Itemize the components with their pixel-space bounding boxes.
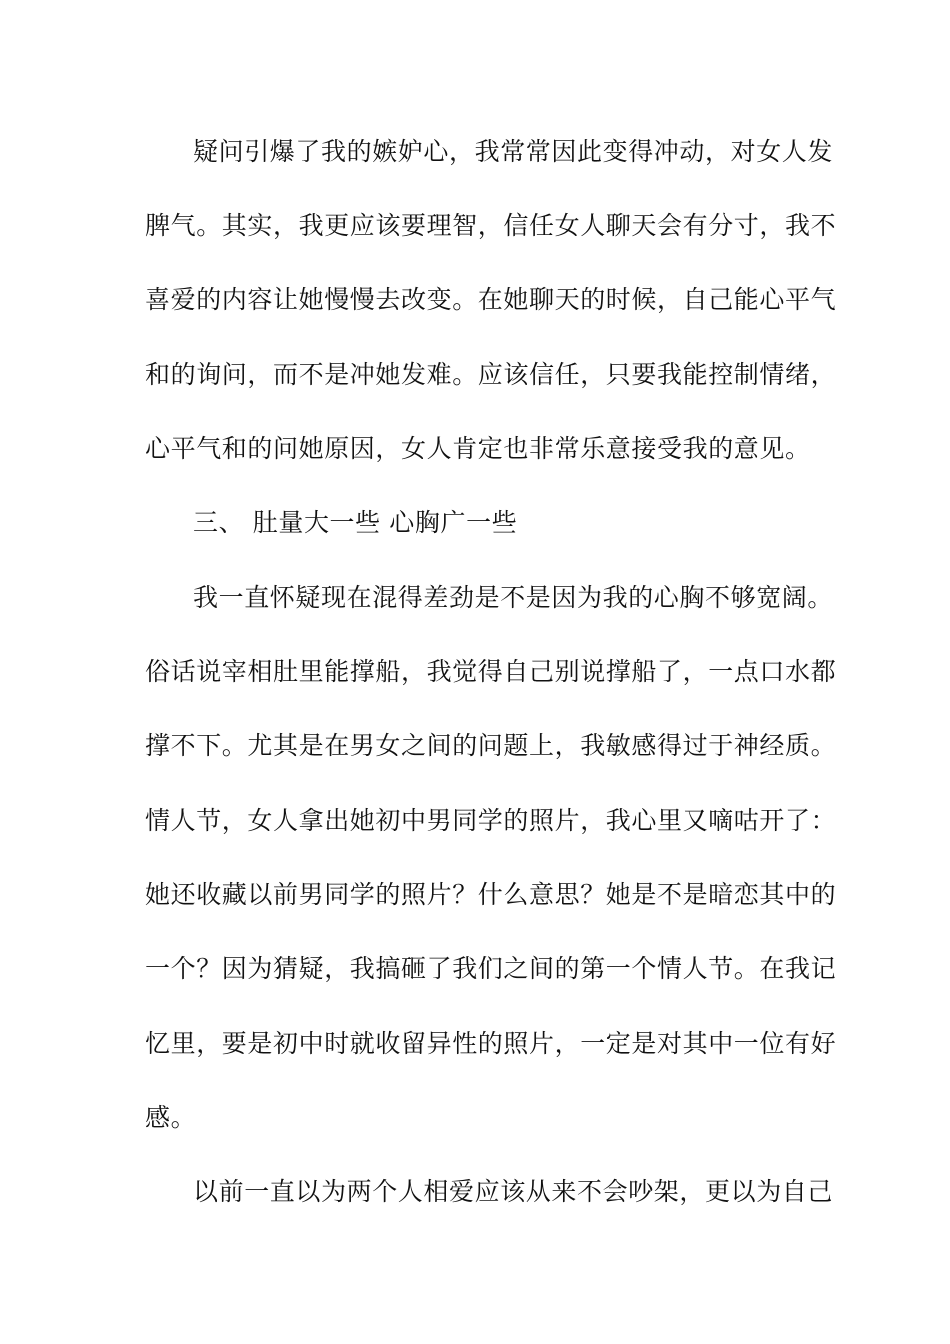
paragraph-line-3: 喜爱的内容让她慢慢去改变。在她聊天的时候，自己能心平气: [145, 285, 837, 314]
paragraph-line-2: 脾气。其实，我更应该要理智，信任女人聊天会有分寸，我不: [145, 211, 837, 240]
paragraph-line-6: 我一直怀疑现在混得差劲是不是因为我的心胸不够宽阔。: [193, 583, 834, 612]
paragraph-line-8: 撑不下。尤其是在男女之间的问题上，我敏感得过于神经质。: [145, 731, 837, 760]
paragraph-line-14: 以前一直以为两个人相爱应该从来不会吵架，更以为自己: [193, 1177, 834, 1206]
paragraph-line-10: 她还收藏以前男同学的照片？什么意思？她是不是暗恋其中的: [145, 880, 837, 909]
paragraph-line-12: 忆里，要是初中时就收留异性的照片，一定是对其中一位有好: [145, 1029, 837, 1058]
paragraph-line-13: 感。: [145, 1103, 197, 1132]
paragraph-line-1: 疑问引爆了我的嫉妒心，我常常因此变得冲动，对女人发: [193, 137, 834, 166]
paragraph-line-4: 和的询问，而不是冲她发难。应该信任，只要我能控制情绪，: [145, 360, 837, 389]
paragraph-line-9: 情人节，女人拿出她初中男同学的照片，我心里又嘀咕开了：: [145, 806, 837, 835]
section-heading: 三、 肚量大一些 心胸广一些: [193, 508, 518, 537]
paragraph-line-5: 心平气和的问她原因，女人肯定也非常乐意接受我的意见。: [145, 434, 811, 463]
paragraph-line-7: 俗话说宰相肚里能撑船，我觉得自己别说撑船了，一点口水都: [145, 657, 837, 686]
paragraph-line-11: 一个？因为猜疑，我搞砸了我们之间的第一个情人节。在我记: [145, 954, 837, 983]
